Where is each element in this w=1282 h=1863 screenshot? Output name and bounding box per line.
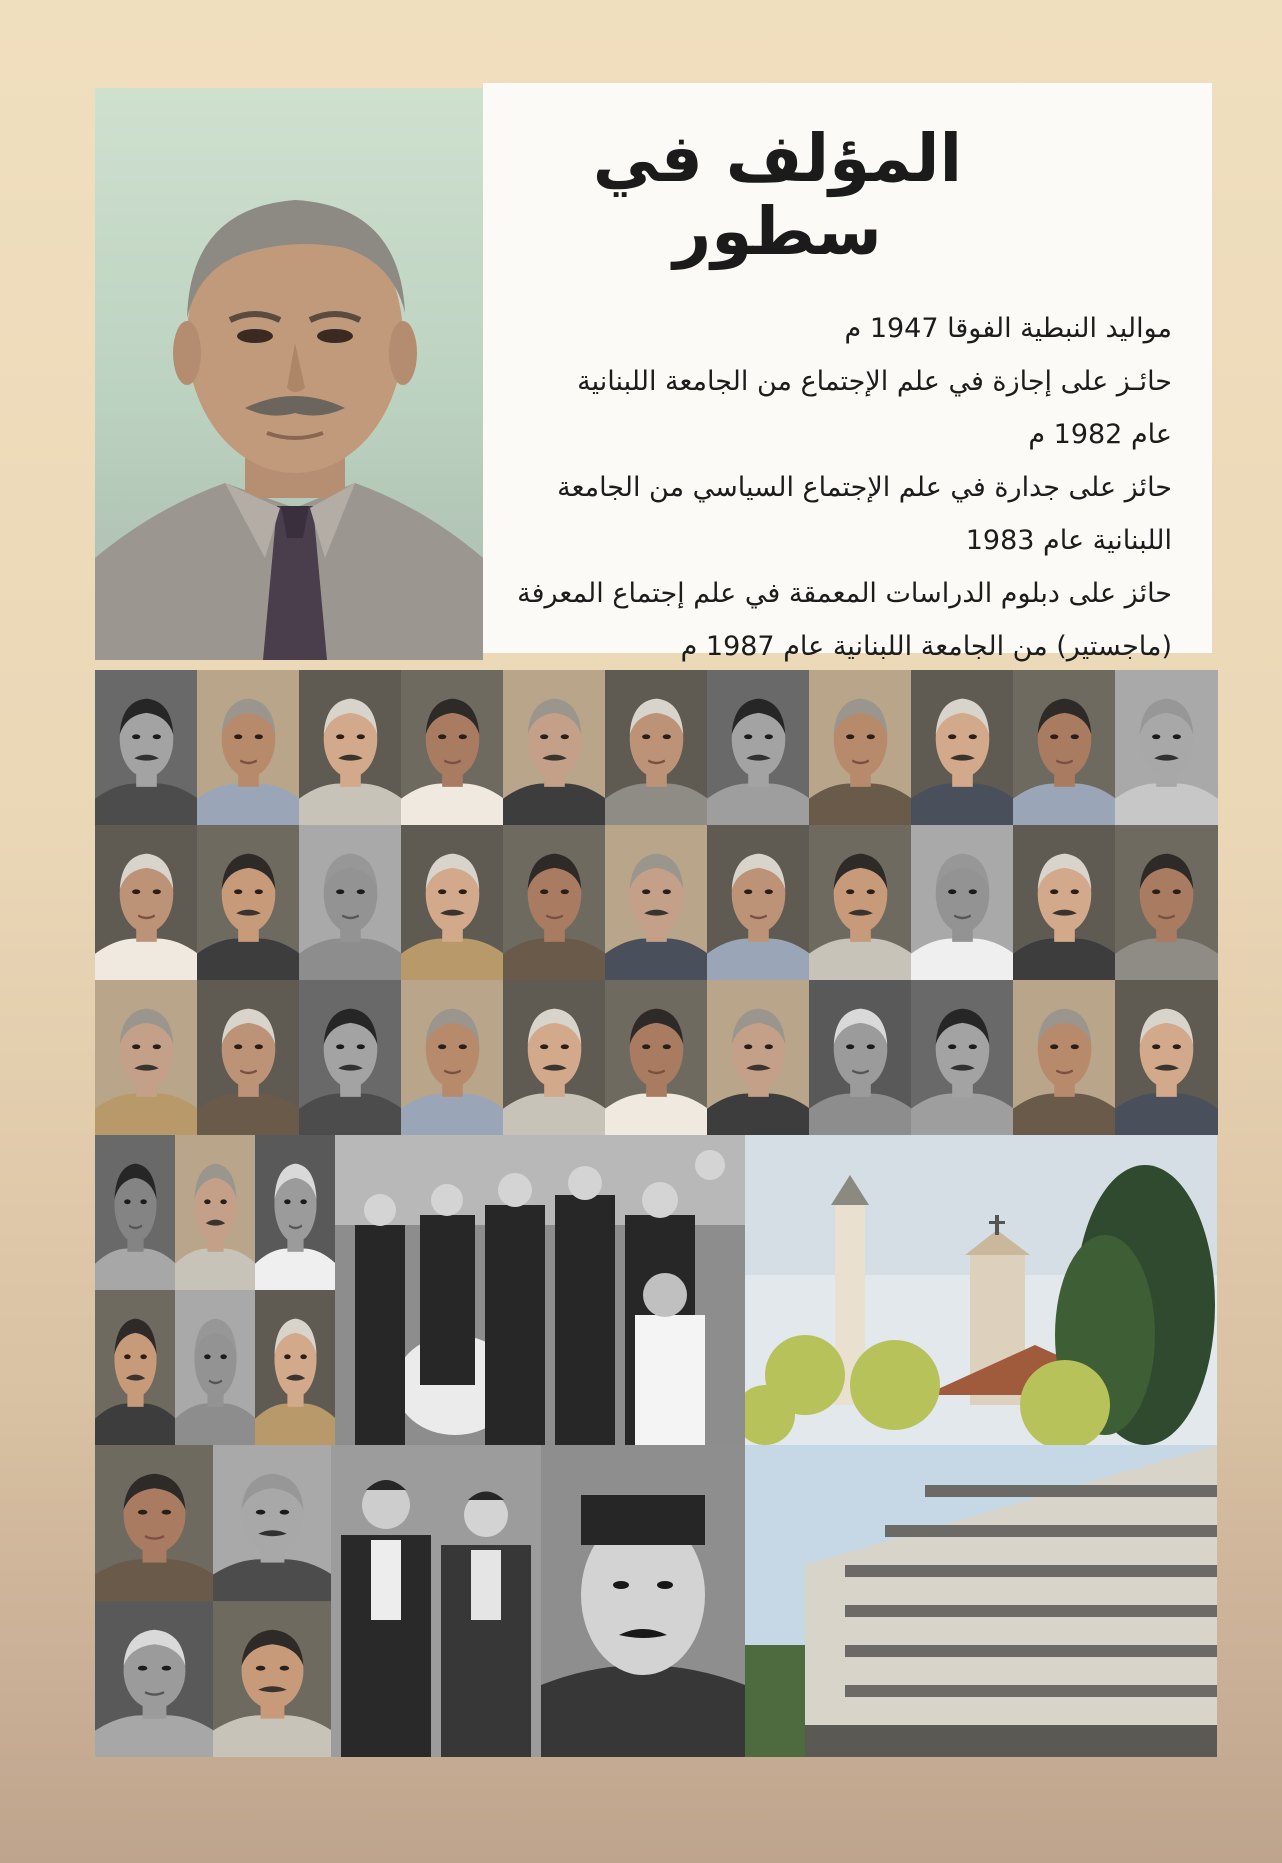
bio-line: مواليد النبطية الفوقا 1947 م [844,313,1172,345]
bio-line: عام 1982 م [1028,419,1172,451]
collage-portrait-photo [707,670,810,825]
collage-portrait-photo [213,1601,332,1757]
two-men-photo [331,1445,541,1757]
collage-portrait-photo [197,670,300,825]
apartment-building-photo [745,1445,1217,1757]
collage-portrait-photo [605,670,708,825]
collage-portrait-photo [175,1290,256,1445]
collage-portrait-photo [1115,825,1218,980]
collage-portrait-photo [299,980,402,1135]
collage-portrait-photo [1013,980,1116,1135]
collage-portrait-photo [809,825,912,980]
collage-portrait-photo [911,670,1014,825]
collage-portrait-photo [213,1445,332,1601]
collage-portrait-photo [95,825,198,980]
collage-portrait-photo [605,980,708,1135]
collage-portrait-photo [809,670,912,825]
collage-portrait-photo [95,1445,214,1601]
band-group-photo [335,1135,745,1445]
bio-line: حائز على دبلوم الدراسات المعمقة في علم إجتماع المعرفة [517,578,1172,610]
collage-portrait-photo [95,980,198,1135]
collage-portrait-photo [809,980,912,1135]
bio-line: حائـز على إجازة في علم الإجتماع من الجامعة اللبنانية [577,366,1172,398]
collage-portrait-photo [605,825,708,980]
collage-portrait-photo [503,980,606,1135]
collage-portrait-photo [911,825,1014,980]
collage-portrait-photo [197,825,300,980]
collage-portrait-photo [503,825,606,980]
collage-portrait-photo [707,980,810,1135]
collage-portrait-photo [401,980,504,1135]
church-mosque-photo [745,1135,1217,1445]
collage-portrait-photo [503,670,606,825]
collage-portrait-photo [255,1290,336,1445]
collage-portrait-photo [1115,980,1218,1135]
man-with-fez-photo [541,1445,745,1757]
bio-line: حائز على جدارة في علم الإجتماع السياسي من الجامعة [557,472,1172,504]
collage-portrait-photo [95,1135,176,1290]
collage-portrait-photo [95,1601,214,1757]
collage-portrait-photo [197,980,300,1135]
author-portrait-photo [95,88,483,660]
collage-portrait-photo [911,980,1014,1135]
collage-portrait-photo [1013,825,1116,980]
bio-line: اللبنانية عام 1983 [965,525,1172,557]
collage-portrait-photo [175,1135,256,1290]
collage-portrait-photo [299,825,402,980]
collage-portrait-photo [299,670,402,825]
collage-portrait-photo [1013,670,1116,825]
collage-portrait-photo [255,1135,336,1290]
collage-portrait-photo [95,1290,176,1445]
bio-title: المؤلف في سطور [592,120,963,270]
collage-portrait-photo [401,825,504,980]
author-bio-panel [483,83,1212,663]
collage-portrait-photo [401,670,504,825]
photo-collage [95,670,1217,1792]
collage-portrait-photo [1115,670,1218,825]
bio-line: (ماجستير) من الجامعة اللبنانية عام 1987 م [680,631,1172,663]
collage-portrait-photo [95,670,198,825]
collage-portrait-photo [707,825,810,980]
